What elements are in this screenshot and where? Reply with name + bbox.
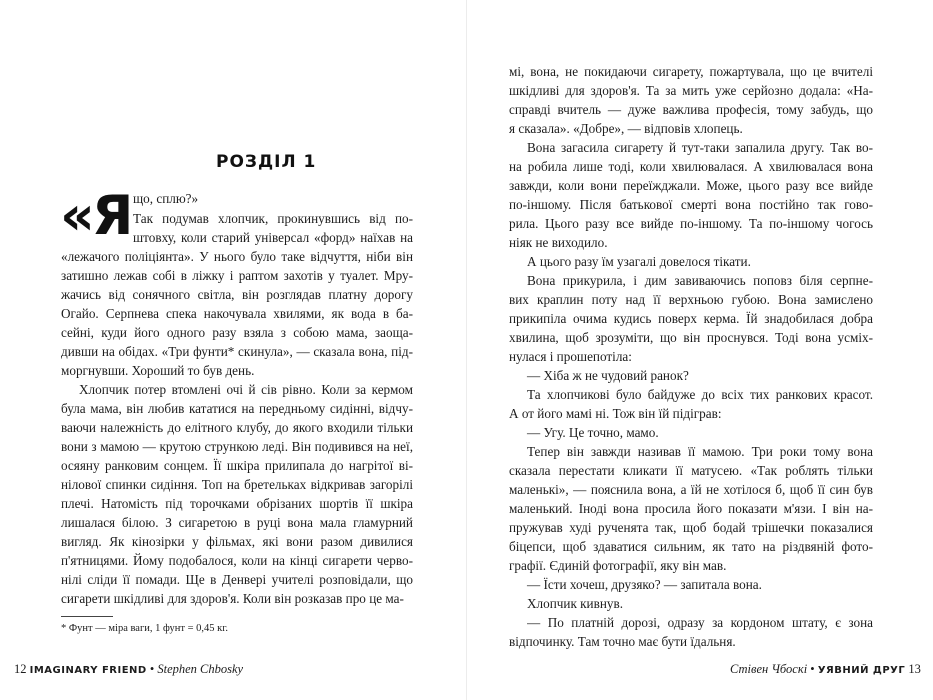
text-line: хвилина, щоб зрозуміти, що він проснувся. Тоді вона усміх- [509, 330, 873, 345]
text-line: дивши на обідах. «Три фунти* скинула», — сказала вона, під- [61, 344, 413, 359]
text-line: затишно лежав собі в ліжку і раптом захотів у туалет. Мру- [61, 268, 413, 283]
text-line: жачись від сонячного світла, він розглядав платну дорогу [61, 287, 413, 302]
running-head-title: УЯВНИЙ ДРУГ [817, 665, 906, 676]
text-line: — Угу. Це точно, мамо. [527, 425, 659, 440]
text-line: мі, вона, не покидаючи сигарету, пожартувала, що це вчителі [509, 64, 873, 79]
text-line: штовху, коли старий універсал «форд» наїхав на [133, 230, 413, 245]
page-number: 13 [908, 662, 921, 676]
page-number: 12 [14, 662, 27, 676]
footnote: * Фунт — міра ваги, 1 фунт = 0,45 кг. [61, 623, 229, 634]
text-line: маленький. Іноді вона просила його показати м'язи. І він на- [509, 501, 873, 516]
running-head-author: Стівен Чбоскі [730, 662, 808, 676]
text-line: Так подумав хлопчик, прокинувшись від по- [133, 211, 413, 226]
text-line: шкідливі для здоров'я. Та за мить уже серйозно додала: «На- [509, 83, 873, 98]
text-line: вигляд. Як кінозірки у фільмах, які вони разом дивилися [61, 534, 413, 549]
text-line: біцепси, щоб здаватися сильним, як тато на різдвяній фото- [509, 539, 873, 554]
text-line: маленькі», — пояснила вона, а їй не хотілося б, щоб її син був [509, 482, 873, 497]
drop-cap: «Я [60, 184, 131, 247]
text-line: Хлопчик потер втомлені очі й сів рівно. Коли за кермом [79, 382, 413, 397]
text-line: плечі. Натомість під торочками обрізаних шортів її шкіра [61, 496, 413, 511]
text-line: відпочинку. Там точно має бути їдальня. [509, 634, 736, 649]
text-line: Огайо. Серпнева спека накочувала хвилями, як вода в ба- [61, 306, 413, 321]
text-line: нілової спинки сидіння. Топ на бретельках відкривав загорілі [61, 477, 413, 492]
text-line: нілі сліди її помади. Ще в Денвері учителі розповідали, що [61, 572, 413, 587]
folio-separator: • [810, 662, 815, 676]
text-line: Вона загасила сигарету й тут-таки запалила другу. Так во- [527, 140, 873, 155]
text-line: рила. Цього разу все вийде по-іншому. Та по-іншому чогось [509, 216, 873, 231]
text-line: А цього разу їм узагалі довелося тікати. [527, 254, 751, 269]
text-line: вони з мамою — крутою стрункою леді. Він подивився на неї, [61, 439, 413, 454]
right-folio [730, 661, 921, 679]
chapter-title: РОЗДІЛ 1 [216, 152, 317, 172]
text-line: графії. Єдиній фотографії, яку він мав. [509, 558, 727, 573]
text-line: ніяк не виходило. [509, 235, 608, 250]
text-line: сигарети шкідливі для здоров'я. Коли він розказав про це ма- [61, 591, 404, 606]
text-line: Тепер він завжди називав її мамою. Три роки тому вона [527, 444, 873, 459]
text-line: вих краплин поту над її верхньою губою. Вона замислено [509, 292, 873, 307]
text-line: ваючи належність до елітного клубу, до якого входили тільки [61, 420, 413, 435]
text-line: пружував худі рученята так, щоб бодай трішечки показалися [509, 520, 873, 535]
text-line: справді вчитель — дуже важлива професія, тому забудь, що [509, 102, 873, 117]
text-line: на робила лише тоді, коли хвилювалася. А хвилювалася вона [509, 159, 873, 174]
text-line: Вона прикурила, і дим завиваючись поповз біля серпне- [527, 273, 873, 288]
text-line: сказала перестати кликати її матусею. «Так роблять тільки [509, 463, 873, 478]
text-line: — Хіба ж не чудовий ранок? [527, 368, 689, 383]
text-line: що, сплю?» [133, 191, 199, 206]
text-line: сейні, куди його одного разу взяла з собою мама, заоща- [61, 325, 413, 340]
text-line: осяяну ранковим сонцем. Її шкіра прилипала до нагрітої ві- [61, 458, 413, 473]
text-line: лишалася білою. З сигаретою в руці вона мала гламурний [61, 515, 413, 530]
text-line: Та хлопчикові було байдуже до всіх тих ранкових красот. [527, 387, 873, 402]
text-line: — По платній дорозі, одразу за кордоном штату, є зона [527, 615, 873, 630]
text-line: А от його мамі ні. Тож він їй підіграв: [509, 406, 722, 421]
text-line: прикипіла очима кудись поверх керма. Їй знадобилася добра [509, 311, 873, 326]
text-line: моргнувши. Хороший то був день. [61, 363, 255, 378]
text-line: «лежачого поліціянта». У нього було таке відчуття, ніби він [61, 249, 413, 264]
text-line: Хлопчик кивнув. [527, 596, 624, 611]
text-line: я сказала». «Добре», — відповів хлопець. [509, 121, 743, 136]
running-head-title: IMAGINARY FRIEND [29, 665, 147, 676]
text-line: була мама, він любив кататися на передньому сидінні, відчу- [61, 401, 413, 416]
text-line: по-іншому. Після батькової смерті вона постійно так гово- [509, 197, 873, 212]
text-line: — Їсти хочеш, друзяко? — запитала вона. [527, 577, 762, 592]
running-head-author: Stephen Chbosky [157, 662, 244, 676]
folio-separator: • [149, 662, 155, 676]
text-line: нулася і прошепотіла: [509, 349, 632, 364]
text-line: завжди, коли вони переїжджали. Може, цього разу все вийде [509, 178, 873, 193]
text-line: п'ятницями. Йому подобалося, коли на кінці сигарети черво- [61, 553, 413, 568]
